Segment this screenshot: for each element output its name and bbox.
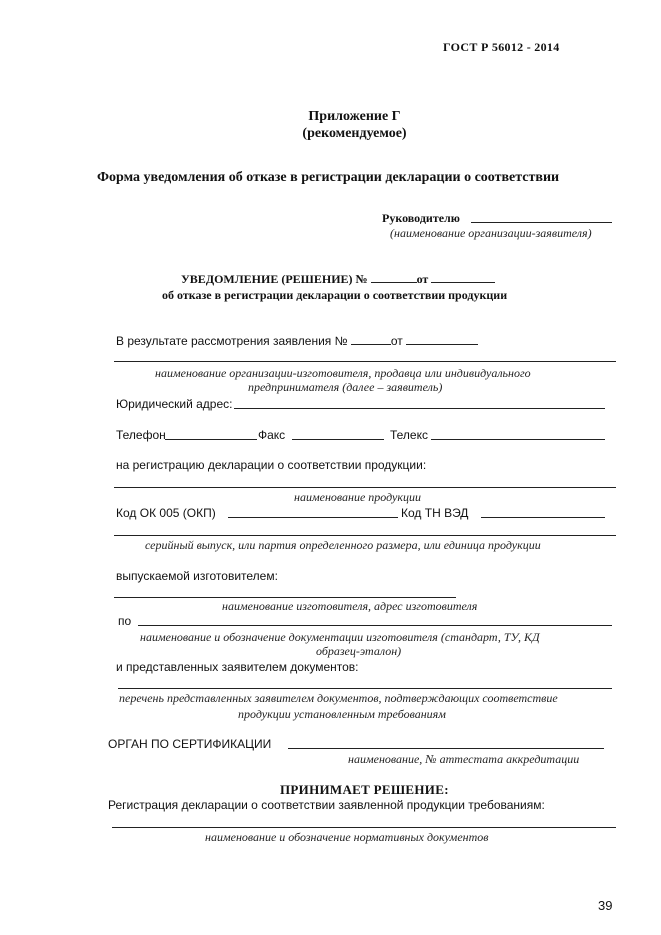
registration-for-label: на регистрацию декларации о соответствии продукции: [116, 458, 427, 472]
manufactured-by-label: выпускаемой изготовителем: [116, 569, 278, 583]
notice-heading-prefix: УВЕДОМЛЕНИЕ (РЕШЕНИЕ) № [181, 272, 368, 286]
decision-text: Регистрация декларации о соответствии заявленной продукции требованиям: [108, 798, 545, 812]
certification-body-label: ОРГАН ПО СЕРТИФИКАЦИИ [108, 737, 272, 751]
applicant-caption-2: предпринимателя (далее – заявитель) [248, 380, 443, 394]
certification-body-line [288, 748, 604, 749]
notice-subheading: об отказе в регистрации декларации о соответствии продукции [162, 288, 508, 302]
docs-line [118, 688, 612, 689]
fax-label: Факс [258, 428, 286, 442]
legal-address-label: Юридический адрес: [116, 397, 233, 411]
notice-number-line [371, 271, 417, 283]
documentation-caption-2: образец-эталон) [316, 644, 402, 658]
appendix-title: Приложение Г [308, 109, 401, 124]
appendix-subtitle: (рекомендуемое) [302, 126, 407, 141]
documentation-caption-1: наименование и обозначение документации изготовителя (стандарт, ТУ, КД [140, 630, 540, 644]
docs-caption-1: перечень представленных заявителем документов, подтверждающих соответствие [119, 691, 558, 705]
application-from: от [390, 334, 403, 348]
form-title: Форма уведомления об отказе в регистрации декларации о соответствии [97, 170, 560, 185]
application-prefix: В результате рассмотрения заявления № [116, 334, 348, 348]
application-row [116, 333, 478, 348]
product-line [114, 487, 616, 488]
telex-label: Телекс [390, 428, 428, 442]
notice-heading [181, 271, 495, 287]
legal-address-line [234, 408, 605, 409]
page-number: 39 [598, 898, 613, 913]
batch-caption: серийный выпуск, или партия определенного размера, или единица продукции [145, 538, 541, 552]
applicant-caption-1: наименование организации-изготовителя, продавца или индивидуального [155, 366, 531, 380]
application-number-line [351, 333, 391, 345]
telex-line [431, 439, 605, 440]
notice-date-line [431, 271, 495, 283]
phone-line [165, 439, 257, 440]
applicant-line [114, 361, 616, 362]
tnved-code-label: Код ТН ВЭД [401, 506, 469, 520]
normative-docs-line [112, 827, 616, 828]
certification-caption: наименование, № аттестата аккредитации [348, 752, 580, 766]
application-date-line [406, 333, 478, 345]
documentation-line [138, 625, 612, 626]
tnved-code-line [481, 517, 605, 518]
phone-label: Телефон [116, 428, 166, 442]
manufacturer-line [114, 597, 456, 598]
addressee-caption: (наименование организации-заявителя) [390, 226, 592, 240]
fax-line [292, 439, 384, 440]
okp-code-label: Код ОК 005 (ОКП) [116, 506, 216, 520]
notice-heading-from: от [416, 272, 429, 286]
standard-code: ГОСТ Р 56012 - 2014 [443, 40, 560, 54]
addressee-line [471, 222, 612, 223]
decision-heading: ПРИНИМАЕТ РЕШЕНИЕ: [280, 782, 449, 797]
okp-code-line [228, 517, 398, 518]
by-label: по [118, 614, 132, 628]
submitted-docs-label: и представленных заявителем документов: [116, 660, 359, 674]
product-caption: наименование продукции [294, 490, 421, 504]
manufacturer-caption: наименование изготовителя, адрес изготовителя [222, 599, 478, 613]
docs-caption-2: продукции установленным требованиям [238, 707, 446, 721]
normative-docs-caption: наименование и обозначение нормативных документов [205, 830, 489, 844]
batch-line [114, 535, 616, 536]
addressee-label: Руководителю [382, 211, 460, 225]
